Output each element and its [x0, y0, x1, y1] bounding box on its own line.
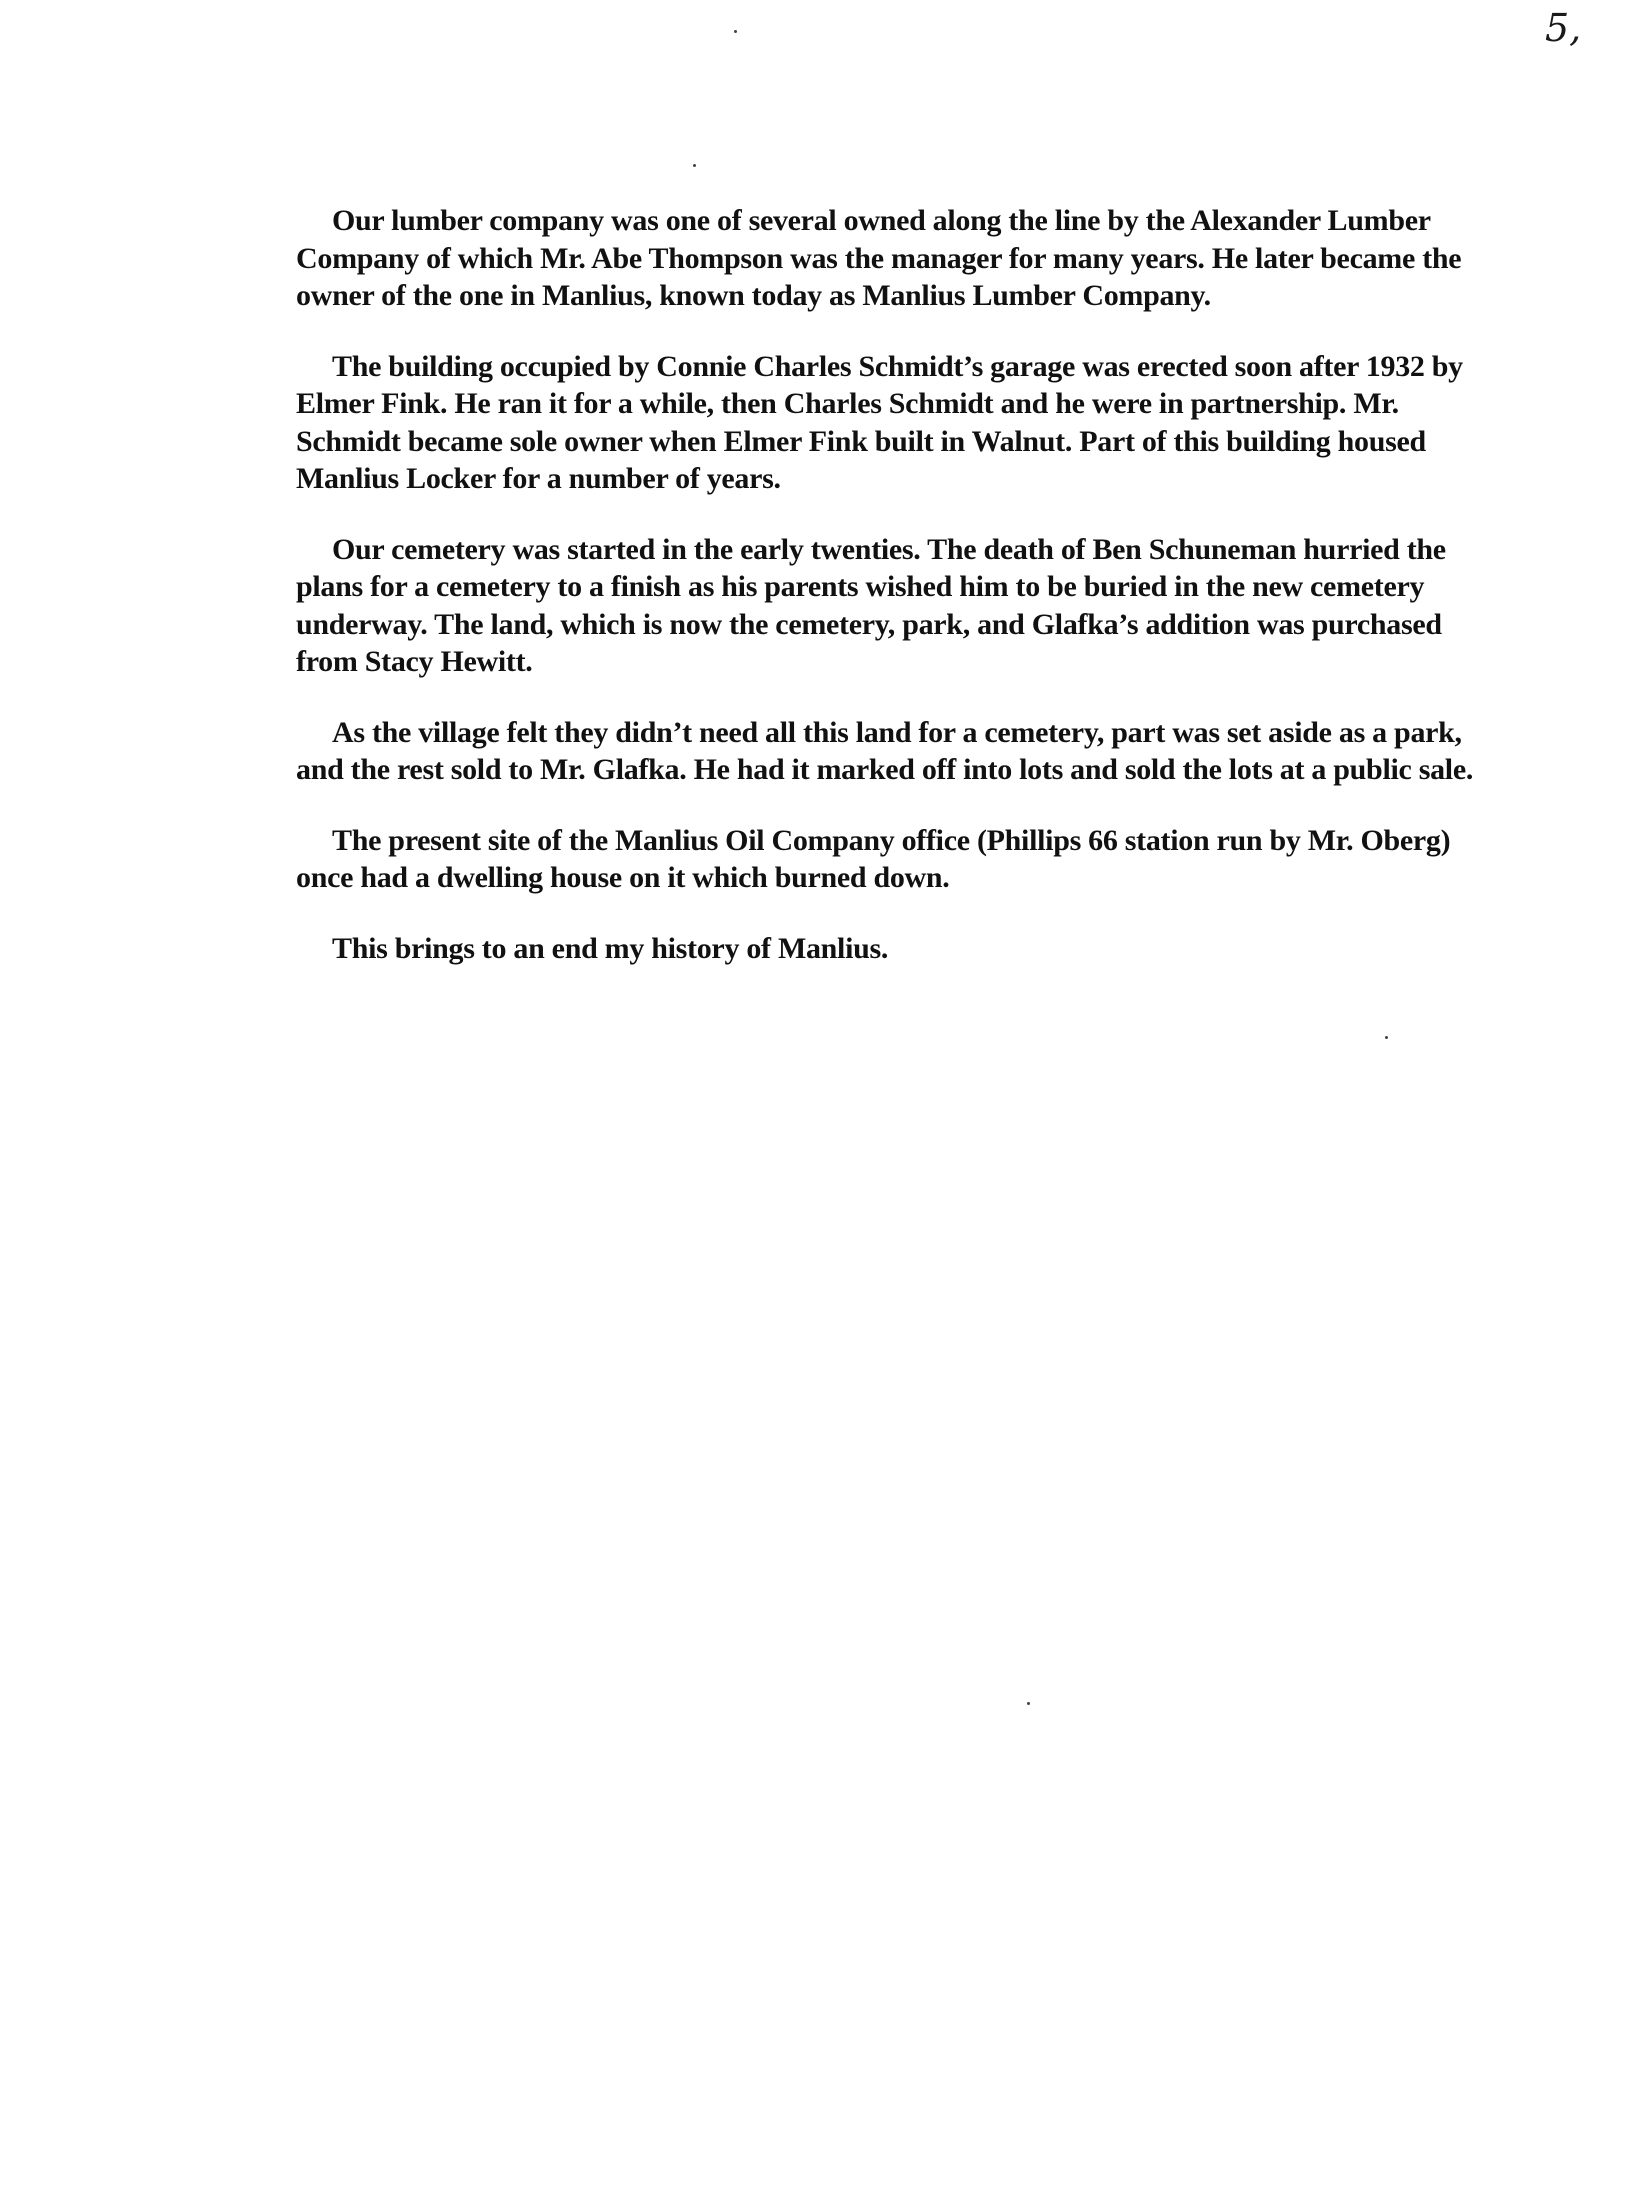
scan-speck: [1385, 1036, 1388, 1039]
paragraph-garage-building: The building occupied by Connie Charles Schmidt’s garage was erected soon after 1932 by Elmer Fink. He ran it for a while, then Charles Schmidt and he were in partnership. Mr. Schmidt became sole owner when Elmer Fink built in Walnut. Part of this building housed Manlius Locker for a number of years.: [296, 349, 1463, 495]
scan-speck: [1027, 1702, 1030, 1705]
scan-speck: [734, 30, 737, 33]
paragraph-park-and-lots: As the village felt they didn’t need all this land for a cemetery, part was set aside as a park, and the rest sold to Mr. Glafka. He had it marked off into lots and sold the lots at a public sale.: [296, 715, 1474, 786]
scan-speck: [693, 164, 696, 167]
paragraph-oil-company: The present site of the Manlius Oil Company office (Phillips 66 station run by Mr. Oberg) once had a dwelling house on it which burned down.: [296, 823, 1451, 894]
handwritten-page-number: 5,: [1545, 6, 1582, 50]
paragraph-lumber-company: Our lumber company was one of several owned along the line by the Alexander Lumber Company of which Mr. Abe Thompson was the manager for many years. He later became the owner of the one in Manlius, known today as Manlius Lumber Company.: [296, 204, 1462, 312]
paragraph-cemetery: Our cemetery was started in the early twenties. The death of Ben Schuneman hurried the plans for a cemetery to a finish as his parents wished him to be buried in the new cemetery underway. The land, which is now the cemetery, park, and Glafka’s addition was purchased from Stacy Hewitt.: [296, 532, 1446, 678]
paragraph-closing: This brings to an end my history of Manlius.: [332, 931, 889, 965]
document-body: [296, 202, 1496, 1000]
